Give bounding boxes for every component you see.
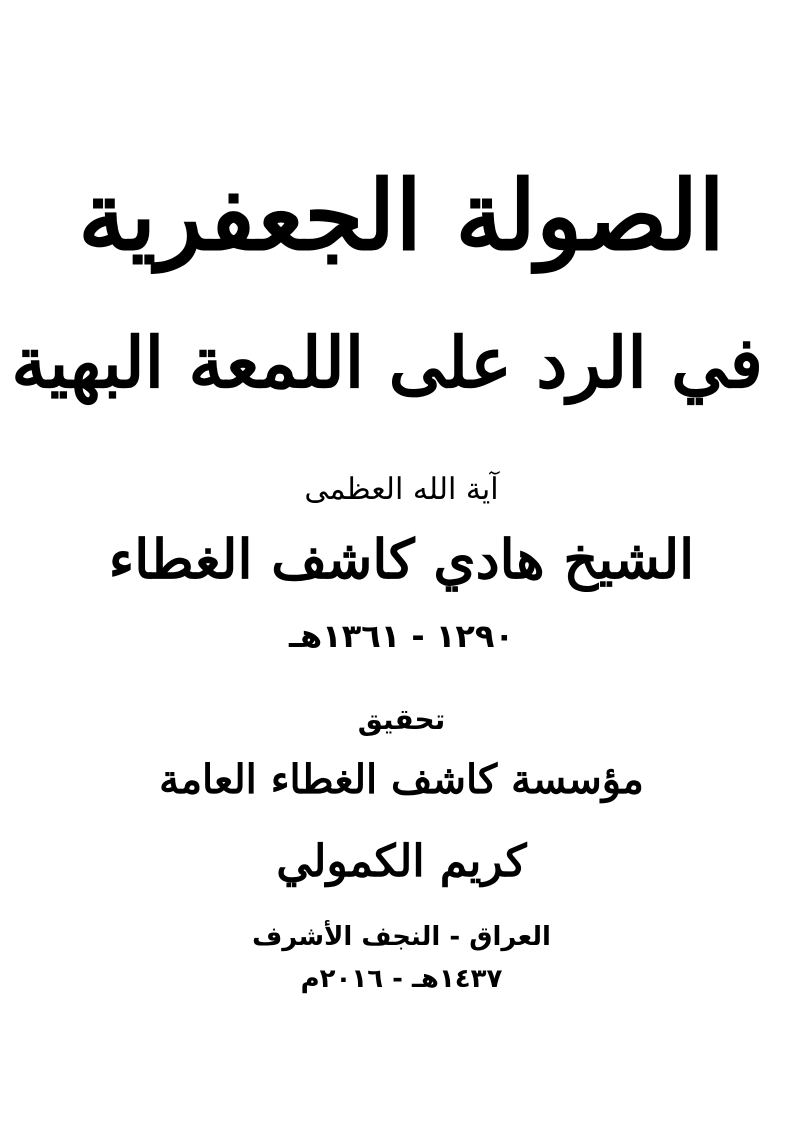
book-title: الصولة الجعفرية [78,159,725,272]
editor-name: كريم الكمولي [276,836,527,887]
author-dates: ١٢٩٠ - ١٣٦١هـ [289,617,514,655]
book-subtitle: في الرد على اللمعة البهية [11,321,763,404]
author-name: الشيخ هادي كاشف الغطاء [108,527,695,591]
publication-year: ١٤٣٧هـ - ٢٠١٦م [300,964,503,994]
editing-institution: مؤسسة كاشف الغطاء العامة [159,756,644,803]
publication-place: العراق - النجف الأشرف [252,922,551,952]
author-honorific: آية الله العظمى [304,472,499,507]
tahqiq-label: تحقيق [357,703,446,736]
